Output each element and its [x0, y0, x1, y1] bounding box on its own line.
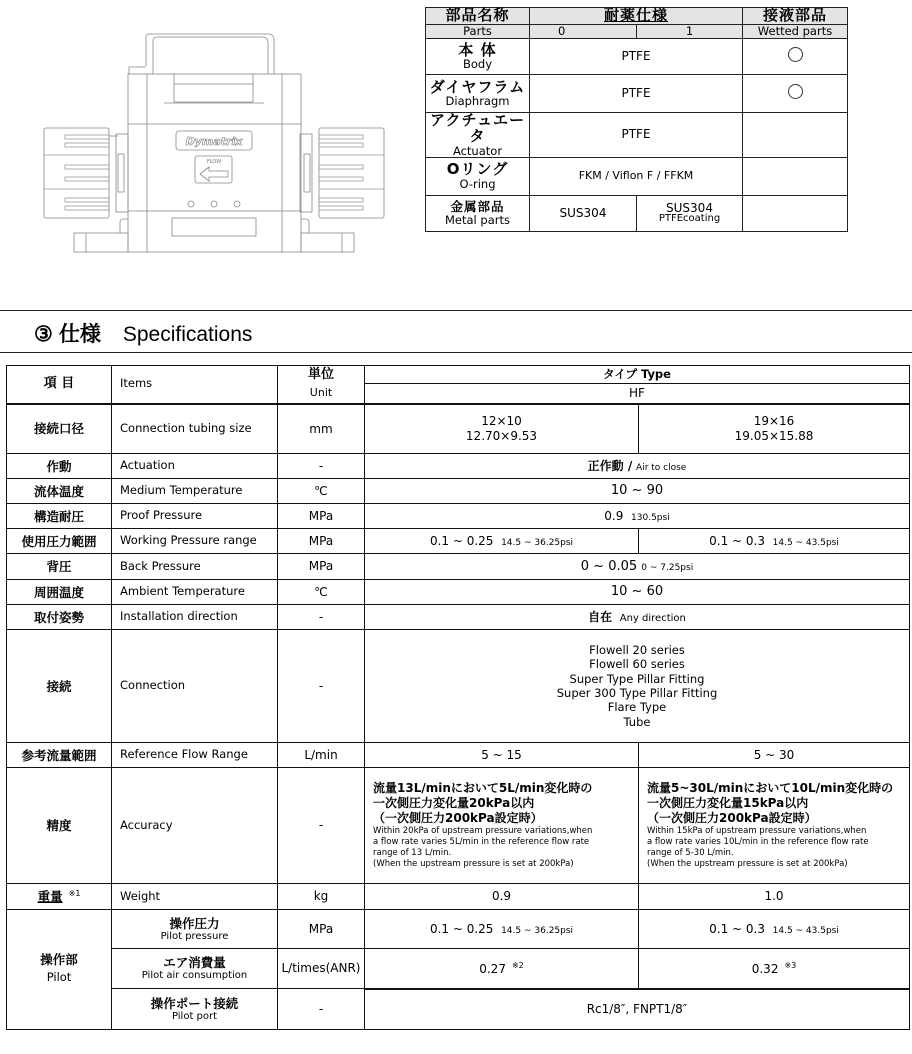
- row-unit: mm: [278, 404, 365, 454]
- wetted-mark: [743, 75, 848, 113]
- pilot-group-jp: 操作部: [40, 952, 78, 968]
- part-material-1: SUS304: [666, 200, 713, 215]
- flow-b: 5 ~ 30: [639, 743, 910, 768]
- part-name-jp: Oリング: [446, 160, 509, 179]
- header-type-label: タイプ Type: [365, 366, 910, 384]
- row-label-en: Weight: [112, 884, 278, 910]
- install-en: Any direction: [619, 612, 686, 624]
- spec-table: [6, 365, 910, 1030]
- chem-header-jp: 耐薬仕様: [530, 8, 743, 25]
- accuracy-b-jp: （一次側圧力200kPa設定時）: [647, 810, 817, 825]
- parts-header-jp: 部品名称: [426, 8, 530, 25]
- row-unit: -: [278, 605, 365, 630]
- header-item-en: Items: [112, 366, 278, 404]
- row-label-en: Pilot air consumption: [141, 970, 248, 981]
- pilot-pressure-a: 0.1 ~ 0.25: [429, 921, 494, 936]
- pilot-air-a: 0.27: [479, 961, 506, 976]
- row-label-en: Connection: [112, 630, 278, 743]
- parts-row: [426, 75, 848, 113]
- back-psi: 0 ~ 7.25psi: [641, 562, 694, 573]
- section-title: [34, 318, 252, 348]
- spec-row-pilot-pressure: [7, 910, 910, 949]
- chem-col-1: 1: [637, 25, 743, 39]
- row-label-jp: 取付姿勢: [7, 605, 112, 630]
- row-label-jp: 構造耐圧: [7, 504, 112, 529]
- row-unit: MPa: [278, 529, 365, 554]
- row-label-en: Accuracy: [112, 768, 278, 884]
- row-label-jp: 背圧: [7, 554, 112, 580]
- circle-icon: [788, 47, 803, 62]
- accuracy-b-jp: 流量5~30L/minにおいて10L/min変化時の: [647, 780, 894, 795]
- wetted-mark: [743, 157, 848, 195]
- part-name-jp: アクチュエータ: [429, 111, 526, 145]
- row-label-jp: 周囲温度: [7, 580, 112, 605]
- accuracy-a-jp: 一次側圧力変化量20kPa以内: [373, 795, 535, 810]
- parts-row: [426, 113, 848, 158]
- connection-item: Flowell 60 series: [589, 657, 685, 672]
- connection-item: Flowell 20 series: [589, 642, 685, 657]
- accuracy-a-en: (When the upstream pressure is set at 200kPa): [373, 859, 574, 870]
- row-label-en: Pilot port: [171, 1010, 218, 1022]
- row-label-jp: 作動: [7, 454, 112, 479]
- pilot-port-value: Rc1/8″, FNPT1/8″: [365, 989, 910, 1030]
- row-label-en: Actuation: [112, 454, 278, 479]
- pilot-air-b-footnote: ※3: [784, 960, 797, 970]
- section-title-jp: 仕様: [58, 323, 101, 346]
- spec-row-pilot-air: [7, 949, 910, 989]
- wetted-header-jp: 接液部品: [743, 8, 848, 25]
- spec-row-medium-temp: [7, 479, 910, 504]
- actuation-jp: 正作動 /: [587, 458, 633, 473]
- parts-row: [426, 39, 848, 75]
- connection-item: Flare Type: [607, 700, 667, 715]
- accuracy-a-en: Within 20kPa of upstream pressure variations,when: [373, 825, 593, 836]
- row-unit: -: [278, 454, 365, 479]
- row-unit: MPa: [278, 554, 365, 580]
- row-label-en: Installation direction: [112, 605, 278, 630]
- parts-table: [425, 7, 848, 232]
- spec-row-accuracy: [7, 768, 910, 884]
- working-a-psi: 14.5 ~ 36.25psi: [501, 537, 574, 548]
- row-label-jp: 接続口径: [7, 404, 112, 454]
- spec-row-tubing: [7, 404, 910, 454]
- working-b: 0.1 ~ 0.3: [709, 533, 765, 548]
- tubing-b-1: 19×16: [753, 414, 795, 429]
- row-unit: kg: [278, 884, 365, 910]
- chem-col-0: 0: [530, 25, 637, 39]
- accuracy-a-jp: （一次側圧力200kPa設定時）: [373, 810, 543, 825]
- svg-text:Dymatrix: Dymatrix: [185, 135, 243, 148]
- spec-row-install: [7, 605, 910, 630]
- spec-row-proof: [7, 504, 910, 529]
- accuracy-a-en: a flow rate varies 5L/min in the reference flow rate: [373, 836, 590, 847]
- back-value: 0 ~ 0.05: [580, 558, 638, 574]
- circle-icon: [788, 84, 803, 99]
- row-unit: -: [278, 768, 365, 884]
- spec-row-ambient: [7, 580, 910, 605]
- header-type-value: HF: [365, 384, 910, 404]
- header-item-jp: 項 目: [7, 366, 112, 404]
- parts-header-en: Parts: [426, 25, 530, 39]
- header-unit-jp: 単位: [278, 366, 365, 384]
- wetted-mark: [743, 39, 848, 75]
- working-a: 0.1 ~ 0.25: [429, 533, 494, 548]
- part-material-1-note: PTFEcoating: [658, 213, 721, 225]
- flow-a: 5 ~ 15: [365, 743, 639, 768]
- tubing-a-2: 12.70×9.53: [465, 428, 538, 443]
- valve-drawing: [0, 0, 420, 290]
- install-jp: 自在: [588, 609, 613, 624]
- part-material-0: SUS304: [530, 195, 637, 231]
- accuracy-b-en: a flow rate varies 10L/min in the reference flow rate: [647, 836, 869, 847]
- wetted-header-en: Wetted parts: [743, 25, 848, 39]
- accuracy-a-en: range of 13 L/min.: [373, 848, 452, 858]
- row-unit: -: [278, 630, 365, 743]
- part-name-en: Metal parts: [445, 212, 510, 227]
- connection-item: Super 300 Type Pillar Fitting: [556, 686, 718, 700]
- pilot-pressure-a-psi: 14.5 ~ 36.25psi: [501, 925, 574, 936]
- row-label-en: Working Pressure range: [112, 529, 278, 554]
- spec-row-back: [7, 554, 910, 580]
- wetted-mark: [743, 113, 848, 158]
- row-label-jp: 重量: [37, 889, 63, 905]
- row-label-jp: 操作圧力: [169, 915, 220, 931]
- accuracy-b-en: Within 15kPa of upstream pressure variations,when: [647, 825, 867, 836]
- svg-text:FLOW: FLOW: [206, 159, 222, 165]
- parts-row: [426, 195, 848, 231]
- row-label-en: Proof Pressure: [112, 504, 278, 529]
- part-name-jp: 本 体: [458, 40, 497, 59]
- connection-item: Super Type Pillar Fitting: [569, 671, 705, 686]
- row-label-en: Connection tubing size: [112, 404, 278, 454]
- row-label-jp: エア消費量: [163, 955, 226, 970]
- row-label-en: Pilot pressure: [160, 930, 229, 942]
- pilot-pressure-b: 0.1 ~ 0.3: [709, 921, 765, 936]
- part-name-en: Actuator: [452, 143, 503, 158]
- row-unit: MPa: [278, 504, 365, 529]
- spec-row-connection: [7, 630, 910, 743]
- accuracy-b-en: range of 5-30 L/min.: [647, 848, 734, 858]
- row-unit: L/times(ANR): [278, 949, 365, 989]
- accuracy-b: [639, 768, 910, 884]
- pilot-group-label: [7, 910, 112, 1030]
- spec-row-flow: [7, 743, 910, 768]
- accuracy-b-en: (When the upstream pressure is set at 200kPa): [647, 859, 848, 870]
- row-label-jp: 参考流量範囲: [7, 743, 112, 768]
- spec-row-pilot-port: [7, 989, 910, 1030]
- pilot-air-a-footnote: ※2: [511, 960, 524, 970]
- spec-row-actuation: [7, 454, 910, 479]
- row-label-jp: 流体温度: [7, 479, 112, 504]
- row-label-jp: 操作ポート接続: [150, 995, 239, 1011]
- connection-item: Tube: [623, 714, 651, 729]
- part-material: FKM / Viflon F / FFKM: [530, 157, 743, 195]
- row-label-en: Medium Temperature: [112, 479, 278, 504]
- wetted-mark: [743, 195, 848, 231]
- part-name-jp: 金属部品: [450, 199, 505, 215]
- header-unit-en: Unit: [278, 384, 365, 404]
- part-material: PTFE: [530, 39, 743, 75]
- weight-footnote: ※1: [68, 888, 81, 898]
- tubing-a-1: 12×10: [481, 414, 522, 429]
- part-material: PTFE: [530, 113, 743, 158]
- section-divider-bottom: [0, 352, 912, 353]
- row-unit: ℃: [278, 479, 365, 504]
- accuracy-b-jp: 一次側圧力変化量15kPa以内: [647, 795, 809, 810]
- part-name-jp: ダイヤフラム: [429, 77, 526, 96]
- section-number: ③: [34, 323, 53, 346]
- row-label-en: Ambient Temperature: [112, 580, 278, 605]
- pilot-group-en: Pilot: [46, 970, 72, 985]
- part-name-en: O-ring: [459, 176, 496, 191]
- weight-b: 1.0: [639, 884, 910, 910]
- section-title-en: Specifications: [122, 323, 253, 346]
- part-name-en: Body: [462, 57, 493, 72]
- tubing-b-2: 19.05×15.88: [734, 428, 814, 443]
- row-unit: MPa: [278, 910, 365, 949]
- row-label-en: Back Pressure: [112, 554, 278, 580]
- working-b-psi: 14.5 ~ 43.5psi: [772, 537, 839, 548]
- pilot-pressure-b-psi: 14.5 ~ 43.5psi: [772, 925, 839, 936]
- accuracy-a-jp: 流量13L/minにおいて5L/min変化時の: [373, 780, 593, 795]
- row-label-jp: 使用圧力範囲: [7, 529, 112, 554]
- section-divider-top: [0, 310, 912, 311]
- pilot-air-b: 0.32: [751, 961, 779, 976]
- spec-row-weight: [7, 884, 910, 910]
- row-label-en: Reference Flow Range: [112, 743, 278, 768]
- part-material: PTFE: [530, 75, 743, 113]
- spec-row-working: [7, 529, 910, 554]
- row-label-jp: 精度: [7, 768, 112, 884]
- row-unit: -: [278, 989, 365, 1030]
- row-unit: ℃: [278, 580, 365, 605]
- row-label-jp: 接続: [7, 630, 112, 743]
- actuation-en: Air to close: [636, 462, 687, 473]
- row-value: 10 ~ 90: [365, 479, 910, 504]
- row-value: 10 ~ 60: [365, 580, 910, 605]
- row-unit: L/min: [278, 743, 365, 768]
- weight-a: 0.9: [365, 884, 639, 910]
- parts-row: [426, 157, 848, 195]
- accuracy-a: [365, 768, 639, 884]
- proof-value: 0.9: [604, 508, 624, 523]
- part-name-en: Diaphragm: [445, 94, 510, 109]
- proof-psi: 130.5psi: [631, 512, 670, 523]
